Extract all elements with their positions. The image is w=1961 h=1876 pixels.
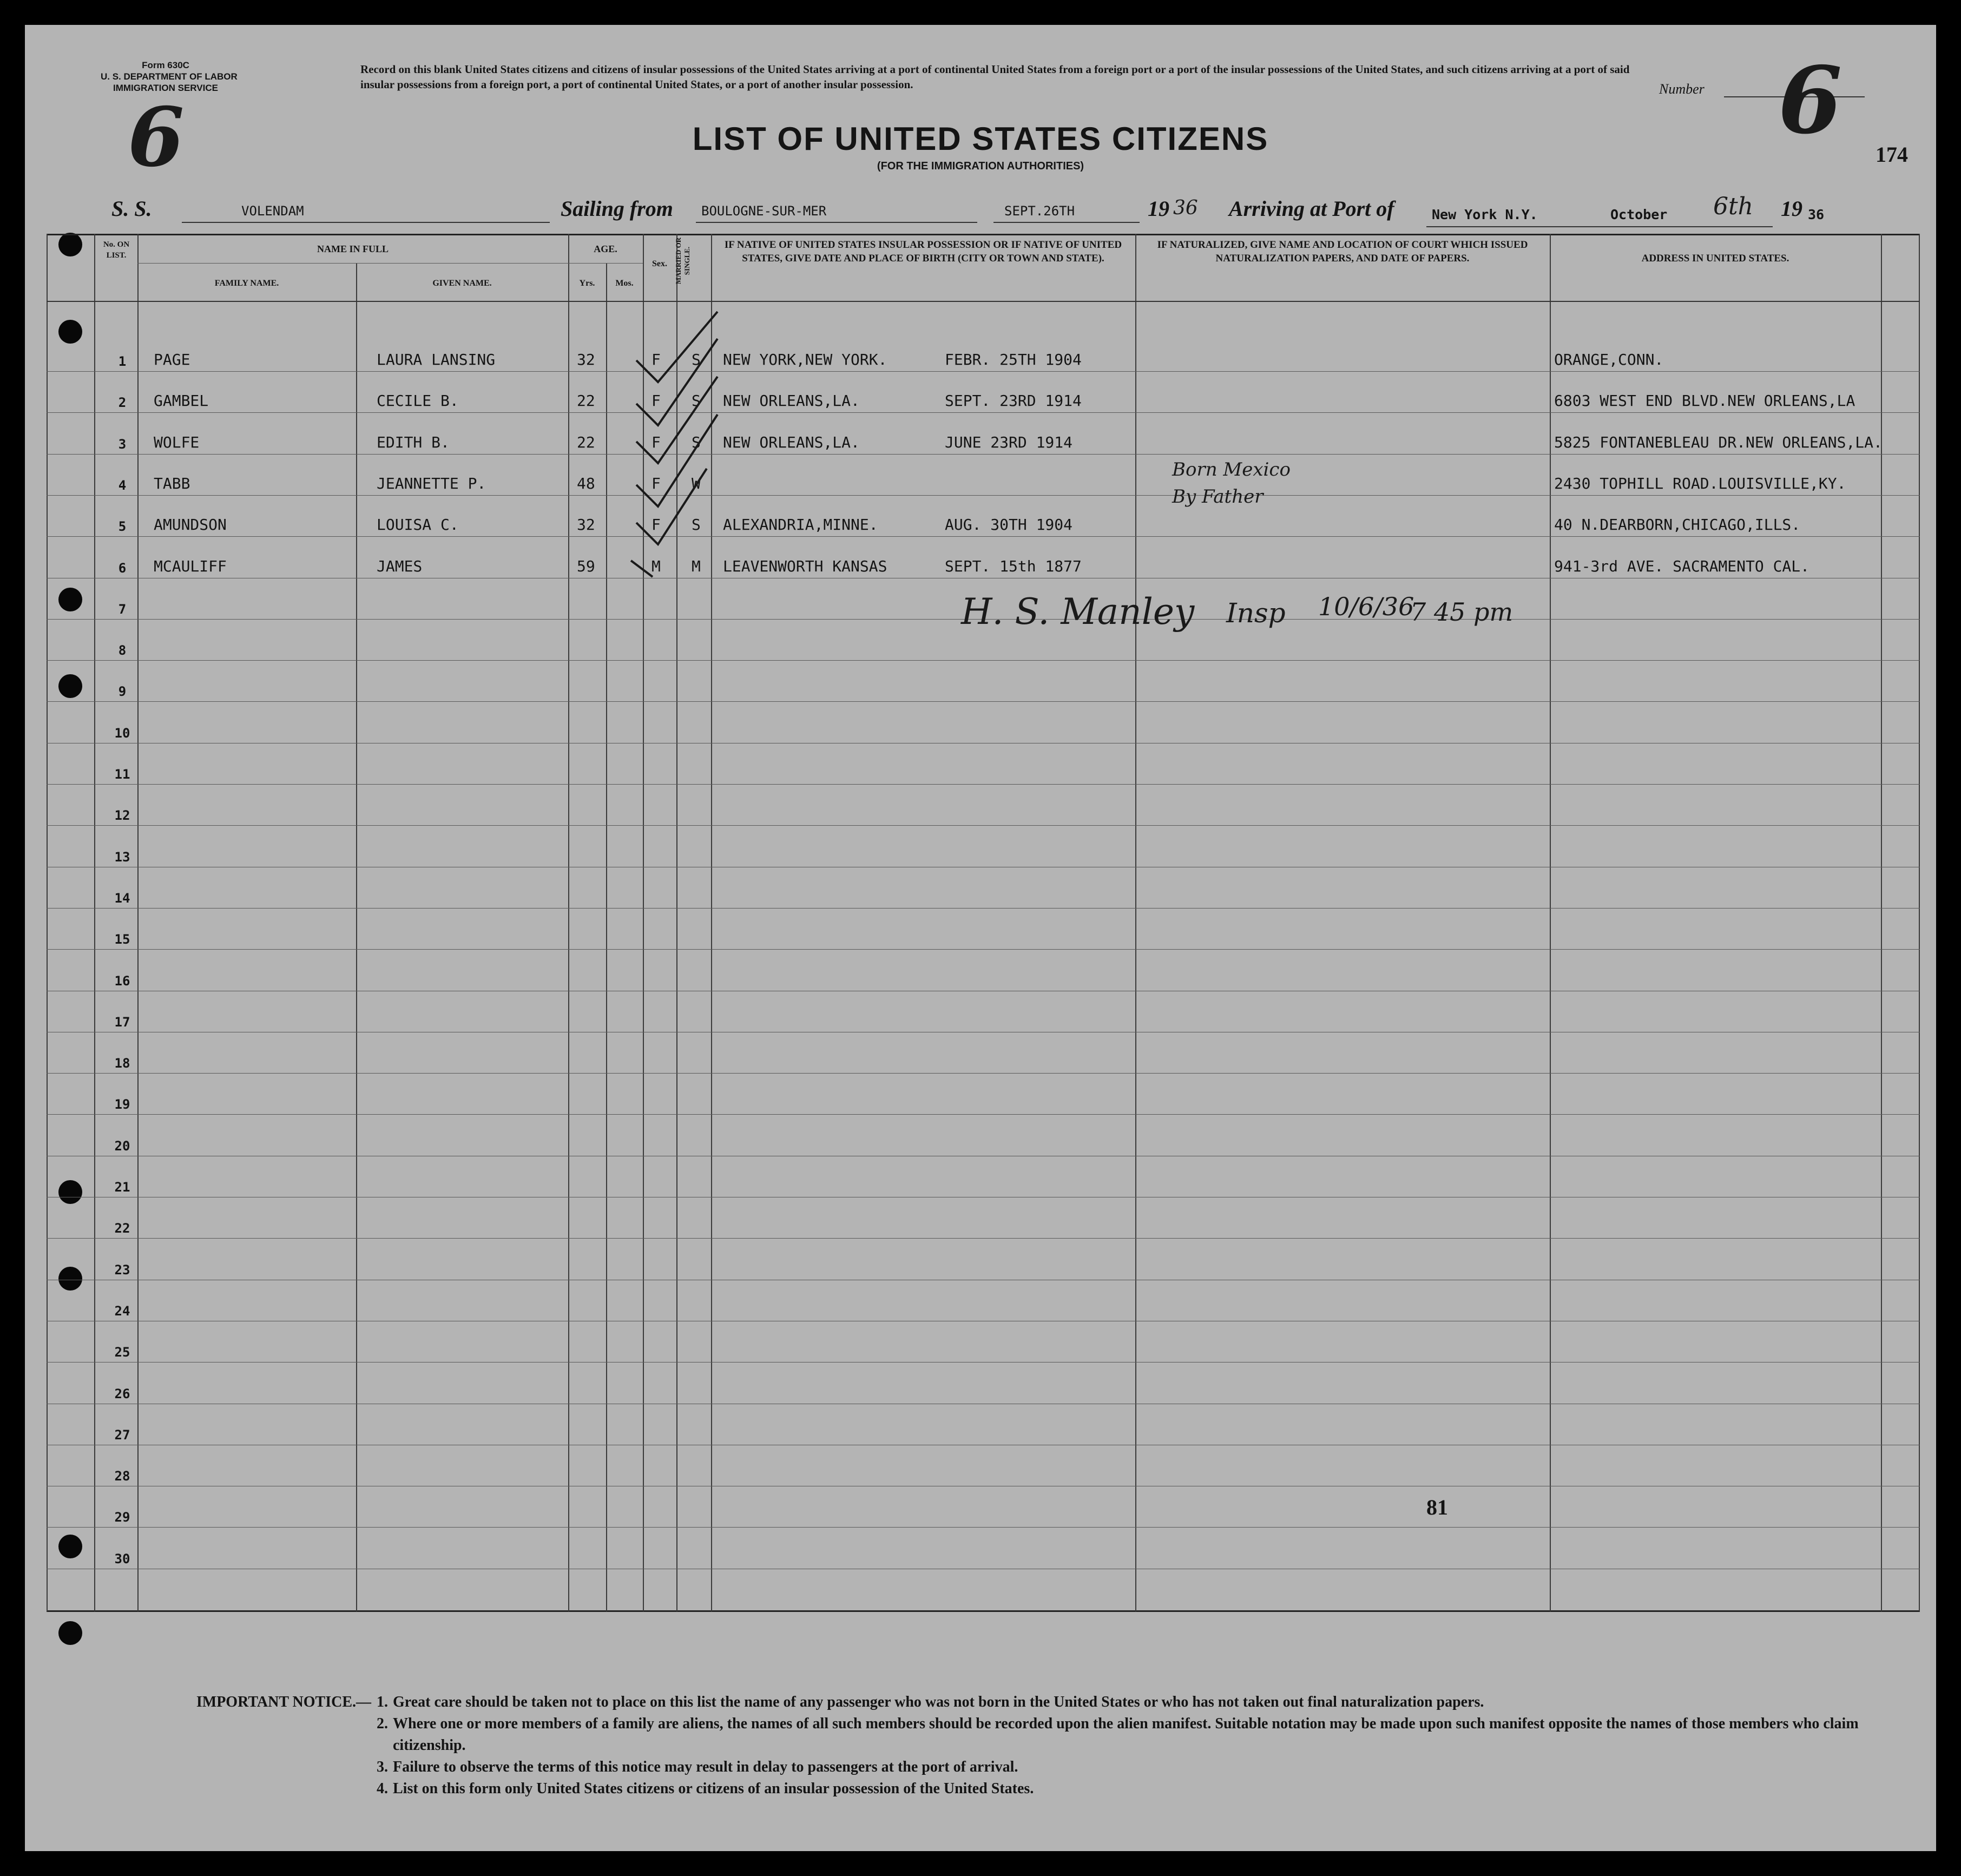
marital-status-cell: M bbox=[692, 557, 701, 575]
birth-place-cell: ALEXANDRIA,MINNE. bbox=[723, 516, 878, 534]
port-to: New York N.Y. bbox=[1432, 207, 1538, 222]
row-line bbox=[47, 412, 1920, 413]
naturalized-note-2: By Father bbox=[1172, 486, 1264, 508]
marital-status-cell: S bbox=[692, 433, 701, 451]
sex-cell: F bbox=[652, 516, 661, 534]
col-mos: Mos. bbox=[615, 279, 634, 288]
given-name-cell: JEANNETTE P. bbox=[377, 474, 486, 492]
col-no: No. ON LIST. bbox=[103, 240, 130, 260]
row-line bbox=[47, 495, 1920, 496]
col-address: ADDRESS IN UNITED STATES. bbox=[1641, 253, 1789, 264]
col-naturalized: IF NATURALIZED, GIVE NAME AND LOCATION OF COURT WHICH ISSUED NATURALIZATION PAPERS, AND DATE OF PAPERS. bbox=[1157, 239, 1528, 264]
number-label: Number bbox=[1659, 81, 1705, 97]
row-number: 12 bbox=[114, 808, 130, 824]
family-name-cell: TABB bbox=[154, 474, 190, 492]
notice-item-text: Where one or more members of a family are aliens, the names of all such members should be recorded upon the alien manifest. Suitable notation may be made upon such manifest opposite the names of those members who claim citizenship. bbox=[393, 1715, 1859, 1754]
sex-cell: F bbox=[652, 433, 661, 451]
row-line bbox=[47, 908, 1920, 909]
age-cell: 48 bbox=[577, 474, 595, 492]
col-given-name: GIVEN NAME. bbox=[432, 279, 492, 288]
row-number: 23 bbox=[114, 1262, 130, 1278]
birth-date-cell: SEPT. 23RD 1914 bbox=[945, 392, 1082, 410]
inspector-title: Insp bbox=[1226, 597, 1286, 629]
row-number: 1 bbox=[118, 354, 127, 369]
punch-hole bbox=[58, 1267, 82, 1291]
page-subtitle: (FOR THE IMMIGRATION AUTHORITIES) bbox=[877, 160, 1084, 172]
row-number: 21 bbox=[114, 1180, 130, 1195]
date-to: October bbox=[1610, 207, 1668, 222]
address-cell: 6803 WEST END BLVD.NEW ORLEANS,LA bbox=[1554, 392, 1855, 410]
form-number: Form 630C bbox=[142, 60, 189, 70]
row-number: 26 bbox=[114, 1386, 130, 1401]
notice-item-number: 2. bbox=[377, 1715, 388, 1732]
year-from: 36 bbox=[1173, 197, 1198, 219]
row-line bbox=[47, 1527, 1920, 1528]
row-number: 11 bbox=[114, 767, 130, 782]
marital-status-cell: S bbox=[692, 351, 701, 368]
notice-item-number: 4. bbox=[377, 1780, 388, 1797]
row-number: 10 bbox=[114, 725, 130, 741]
page-number: 174 bbox=[1876, 142, 1908, 167]
ship-name: VOLENDAM bbox=[241, 203, 304, 219]
row-line bbox=[47, 454, 1920, 455]
naturalized-note-1: Born Mexico bbox=[1172, 459, 1291, 480]
address-cell: 941-3rd AVE. SACRAMENTO CAL. bbox=[1554, 557, 1810, 575]
row-number: 3 bbox=[118, 436, 127, 452]
age-cell: 59 bbox=[577, 557, 595, 575]
year-prefix-from: 19 bbox=[1148, 196, 1169, 221]
row-line bbox=[47, 949, 1920, 950]
marital-status-cell: S bbox=[692, 392, 701, 410]
row-number: 9 bbox=[118, 684, 127, 700]
address-cell: 5825 FONTANEBLEAU DR.NEW ORLEANS,LA. bbox=[1554, 433, 1883, 451]
birth-place-cell: NEW YORK,NEW YORK. bbox=[723, 351, 887, 368]
age-cell: 32 bbox=[577, 351, 595, 368]
row-number: 17 bbox=[114, 1014, 130, 1030]
arriving-label: Arriving at Port of bbox=[1229, 196, 1394, 221]
col-sex: Sex. bbox=[652, 259, 667, 268]
row-number: 19 bbox=[114, 1097, 130, 1113]
row-number: 28 bbox=[114, 1469, 130, 1484]
row-number: 6 bbox=[118, 560, 127, 576]
row-number: 5 bbox=[118, 519, 127, 535]
family-name-cell: AMUNDSON bbox=[154, 516, 227, 534]
sex-cell: F bbox=[652, 351, 661, 368]
birth-place-cell: NEW ORLEANS,LA. bbox=[723, 392, 860, 410]
punch-hole bbox=[58, 674, 82, 698]
given-name-cell: LAURA LANSING bbox=[377, 351, 496, 368]
row-number: 20 bbox=[114, 1138, 130, 1154]
birth-date-cell: FEBR. 25TH 1904 bbox=[945, 351, 1082, 368]
birth-place-cell: NEW ORLEANS,LA. bbox=[723, 433, 860, 451]
col-family-name: FAMILY NAME. bbox=[214, 279, 279, 288]
notice-item-text: Great care should be taken not to place on this list the name of any passenger who was not born in the United States or who has not taken out final naturalization papers. bbox=[393, 1694, 1484, 1710]
punch-hole bbox=[58, 320, 82, 344]
punch-hole bbox=[58, 1535, 82, 1558]
check-marks bbox=[620, 306, 728, 588]
row-number: 15 bbox=[114, 932, 130, 947]
port-from: BOULOGNE-SUR-MER bbox=[701, 203, 827, 219]
row-line bbox=[47, 701, 1920, 702]
col-birth: IF NATIVE OF UNITED STATES INSULAR POSSESSION OR IF NATIVE OF UNITED STATES, GIVE DATE AND PLACE OF BIRTH (CITY OR TOWN AND STATE). bbox=[724, 239, 1122, 264]
birth-date-cell: SEPT. 15th 1877 bbox=[945, 557, 1082, 575]
age-cell: 22 bbox=[577, 392, 595, 410]
birth-place-cell: LEAVENWORTH KANSAS bbox=[723, 557, 887, 575]
department: U. S. DEPARTMENT OF LABOR bbox=[101, 71, 238, 82]
row-number: 18 bbox=[114, 1056, 130, 1071]
row-number: 27 bbox=[114, 1427, 130, 1443]
form-number-block bbox=[101, 60, 238, 94]
row-number: 22 bbox=[114, 1221, 130, 1236]
punch-hole bbox=[58, 1621, 82, 1645]
marital-status-cell: W bbox=[692, 474, 701, 492]
punch-hole bbox=[58, 1180, 82, 1204]
notice-item-text: List on this form only United States citizens or citizens of an insular possession of the United States. bbox=[393, 1780, 1034, 1797]
punch-hole bbox=[58, 588, 82, 611]
page-title: LIST OF UNITED STATES CITIZENS bbox=[692, 121, 1269, 157]
row-number: 4 bbox=[118, 477, 127, 493]
given-name-cell: CECILE B. bbox=[377, 392, 459, 410]
important-notice bbox=[122, 1691, 1908, 1800]
sex-cell: F bbox=[652, 474, 661, 492]
row-number: 16 bbox=[114, 973, 130, 989]
corner-mark: 6 bbox=[128, 90, 185, 185]
punch-hole bbox=[58, 233, 82, 256]
notice-item-text: Failure to observe the terms of this notice may result in delay to passengers at the port of arrival. bbox=[393, 1759, 1018, 1775]
address-cell: 40 N.DEARBORN,CHICAGO,ILLS. bbox=[1554, 516, 1801, 534]
sex-cell: F bbox=[652, 392, 661, 410]
row-number: 8 bbox=[118, 643, 127, 659]
row-line bbox=[47, 660, 1920, 661]
col-married: MARRIED OR SINGLE. bbox=[674, 237, 691, 285]
birth-date-cell: AUG. 30TH 1904 bbox=[945, 516, 1073, 534]
number-value: 6 bbox=[1778, 47, 1842, 155]
instruction-text: Record on this blank United States citizens and citizens of insular possessions of the United States arriving at a port of continental United States from a foreign port or a port of the insular possessions of the United States, and such citizens arriving at a port of said insular possessions from a foreign port, a port of continental United States, or a port of another insular possession. bbox=[360, 63, 1630, 91]
row-number: 7 bbox=[118, 601, 127, 617]
notice-lead: IMPORTANT NOTICE.— bbox=[196, 1694, 371, 1710]
row-line bbox=[47, 536, 1920, 537]
col-name-in-full: NAME IN FULL bbox=[317, 243, 389, 254]
given-name-cell: LOUISA C. bbox=[377, 516, 459, 534]
row-number: 24 bbox=[114, 1303, 130, 1319]
year-to: 36 bbox=[1808, 207, 1825, 222]
row-line bbox=[47, 825, 1920, 826]
age-cell: 22 bbox=[577, 433, 595, 451]
family-name-cell: MCAULIFF bbox=[154, 557, 227, 575]
row-line bbox=[47, 784, 1920, 785]
row-line bbox=[47, 1238, 1920, 1239]
col-age: AGE. bbox=[594, 243, 617, 254]
check-mark-icon bbox=[631, 312, 718, 577]
row-number: 30 bbox=[114, 1551, 130, 1566]
signature-date: 10/6/36 bbox=[1318, 592, 1414, 621]
given-name-cell: EDITH B. bbox=[377, 433, 450, 451]
year-prefix-to: 19 bbox=[1781, 196, 1802, 221]
inspector-signature: H. S. Manley bbox=[961, 591, 1195, 633]
marital-status-cell: S bbox=[692, 516, 701, 534]
sex-cell: M bbox=[652, 557, 661, 575]
row-line bbox=[47, 1073, 1920, 1074]
age-cell: 32 bbox=[577, 516, 595, 534]
manifest-page bbox=[25, 25, 1936, 1851]
col-yrs: Yrs. bbox=[579, 279, 595, 288]
row-line bbox=[47, 371, 1920, 372]
family-name-cell: GAMBEL bbox=[154, 392, 209, 410]
row-number: 25 bbox=[114, 1345, 130, 1360]
address-cell: ORANGE,CONN. bbox=[1554, 351, 1664, 368]
row-line bbox=[47, 1114, 1920, 1115]
notice-item-number: 1. bbox=[377, 1694, 388, 1710]
notice-item-number: 3. bbox=[377, 1759, 388, 1775]
stamp-number: 81 bbox=[1426, 1495, 1448, 1519]
ss-label: S. S. bbox=[111, 196, 152, 221]
row-number: 14 bbox=[114, 890, 130, 906]
family-name-cell: PAGE bbox=[154, 351, 190, 368]
row-number: 13 bbox=[114, 849, 130, 865]
sailing-label: Sailing from bbox=[561, 196, 673, 221]
signature-time: 7 45 pm bbox=[1410, 597, 1513, 627]
family-name-cell: WOLFE bbox=[154, 433, 200, 451]
service: IMMIGRATION SERVICE bbox=[113, 83, 218, 93]
date-to-day: 6th bbox=[1713, 193, 1754, 220]
birth-date-cell: JUNE 23RD 1914 bbox=[945, 433, 1073, 451]
row-number: 2 bbox=[118, 395, 127, 411]
address-cell: 2430 TOPHILL ROAD.LOUISVILLE,KY. bbox=[1554, 474, 1846, 492]
given-name-cell: JAMES bbox=[377, 557, 423, 575]
date-from: SEPT.26TH bbox=[1004, 203, 1075, 219]
row-number: 29 bbox=[114, 1510, 130, 1525]
